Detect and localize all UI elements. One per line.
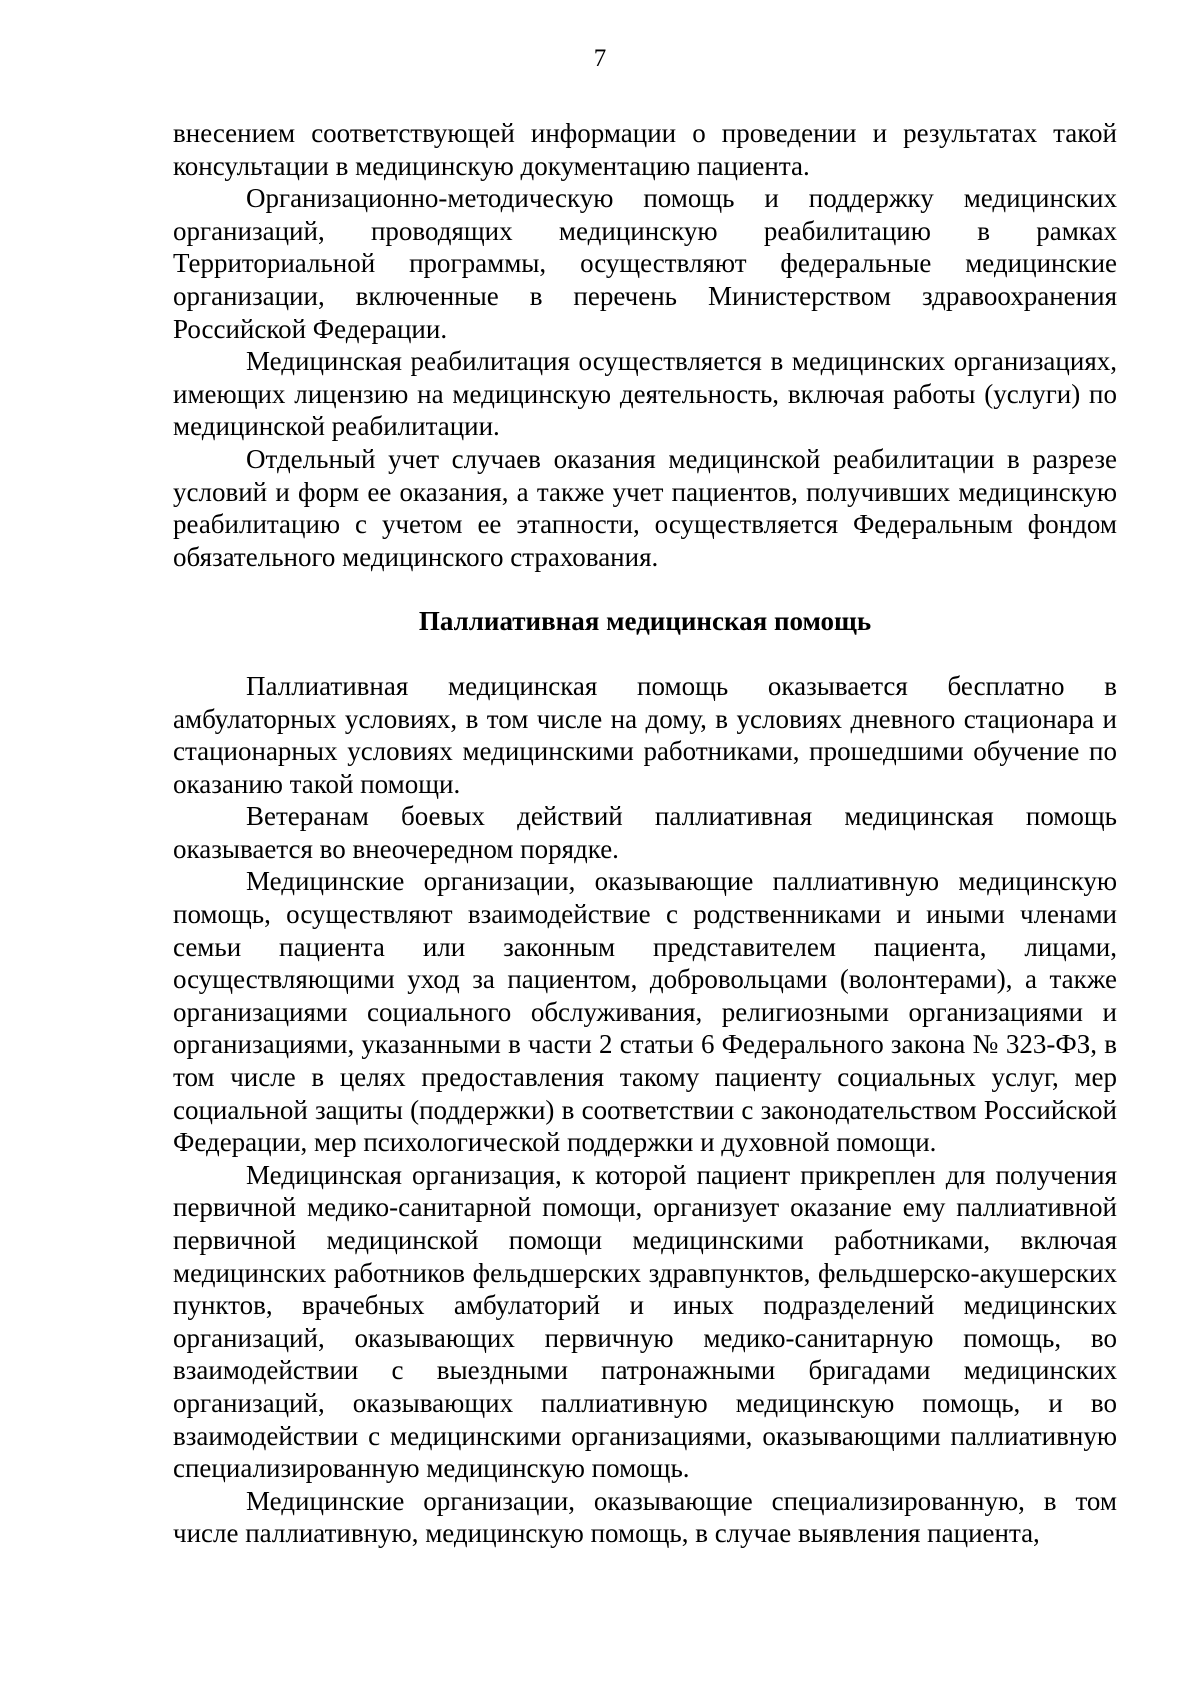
- section-heading-palliative: Паллиативная медицинская помощь: [418, 606, 872, 637]
- paragraph-palliative-free-of-charge: Паллиативная медицинская помощь оказывается бесплатно в амбулаторных условиях, в том числе на дому, в условиях дневного стационара и стационарных условиях медицинскими работниками, прошедшими обучение по оказанию такой помощи.: [173, 670, 1117, 799]
- paragraph-rehab-methodical-support: Организационно-методическую помощь и поддержку медицинских организаций, проводящих медицинскую реабилитацию в рамках Территориальной программы, осуществляют федеральные медицинские организации, включенные в перечень Министерством здравоохранения Российской Федерации.: [173, 183, 1117, 344]
- paragraph-palliative-interaction: Медицинские организации, оказывающие паллиативную медицинскую помощь, осуществляют взаимодействие с родственниками и иными членами семьи пациента или законным представителем пациента, лицами, осуществляющими уход за пациентом, добровольцами (волонтерами), а также организациями социального обслуживания, религиозными организациями и организациями, указанными в части 2 статьи 6 Федерального закона № 323-ФЗ, в том числе в целях предоставления такому пациенту социальных услуг, мер социальной защиты (поддержки) в соответствии с законодательством Российской Федерации, мер психологической поддержки и духовной помощи.: [173, 866, 1117, 1158]
- paragraph-rehab-licensing: Медицинская реабилитация осуществляется в медицинских организациях, имеющих лицензию на медицинскую деятельность, включая работы (услуги) по медицинской реабилитации.: [173, 346, 1117, 442]
- paragraph-palliative-veterans: Ветеранам боевых действий паллиативная медицинская помощь оказывается во внеочередном порядке.: [173, 801, 1117, 864]
- paragraph-palliative-primary-care: Медицинская организация, к которой пациент прикреплен для получения первичной медико-санитарной помощи, организует оказание ему паллиативной первичной медицинской помощи медицинскими работниками, включая медицинских работников фельдшерских здравпунктов, фельдшерско-акушерских пунктов, врачебных амбулаторий и иных подразделений медицинских организаций, оказывающих первичную медико-санитарную помощь, во взаимодействии с выездными патронажными бригадами медицинских организаций, оказывающих паллиативную медицинскую помощь, и во взаимодействии с медицинскими организациями, оказывающими паллиативную специализированную медицинскую помощь.: [173, 1159, 1117, 1484]
- paragraph-rehab-continuation: внесением соответствующей информации о проведении и результатах такой консультации в медицинскую документацию пациента.: [173, 118, 1117, 181]
- paragraph-rehab-accounting: Отдельный учет случаев оказания медицинской реабилитации в разрезе условий и форм ее оказания, а также учет пациентов, получивших медицинскую реабилитацию с учетом ее этапности, осуществляется Федеральным фондом обязательного медицинского страхования.: [173, 443, 1117, 572]
- spacer: [173, 638, 1117, 670]
- paragraph-palliative-specialized: Медицинские организации, оказывающие специализированную, в том числе паллиативную, медицинскую помощь, в случае выявления пациента,: [173, 1485, 1117, 1549]
- page-number: 7: [593, 45, 607, 72]
- spacer: [173, 573, 1117, 605]
- document-body: [173, 117, 1117, 1550]
